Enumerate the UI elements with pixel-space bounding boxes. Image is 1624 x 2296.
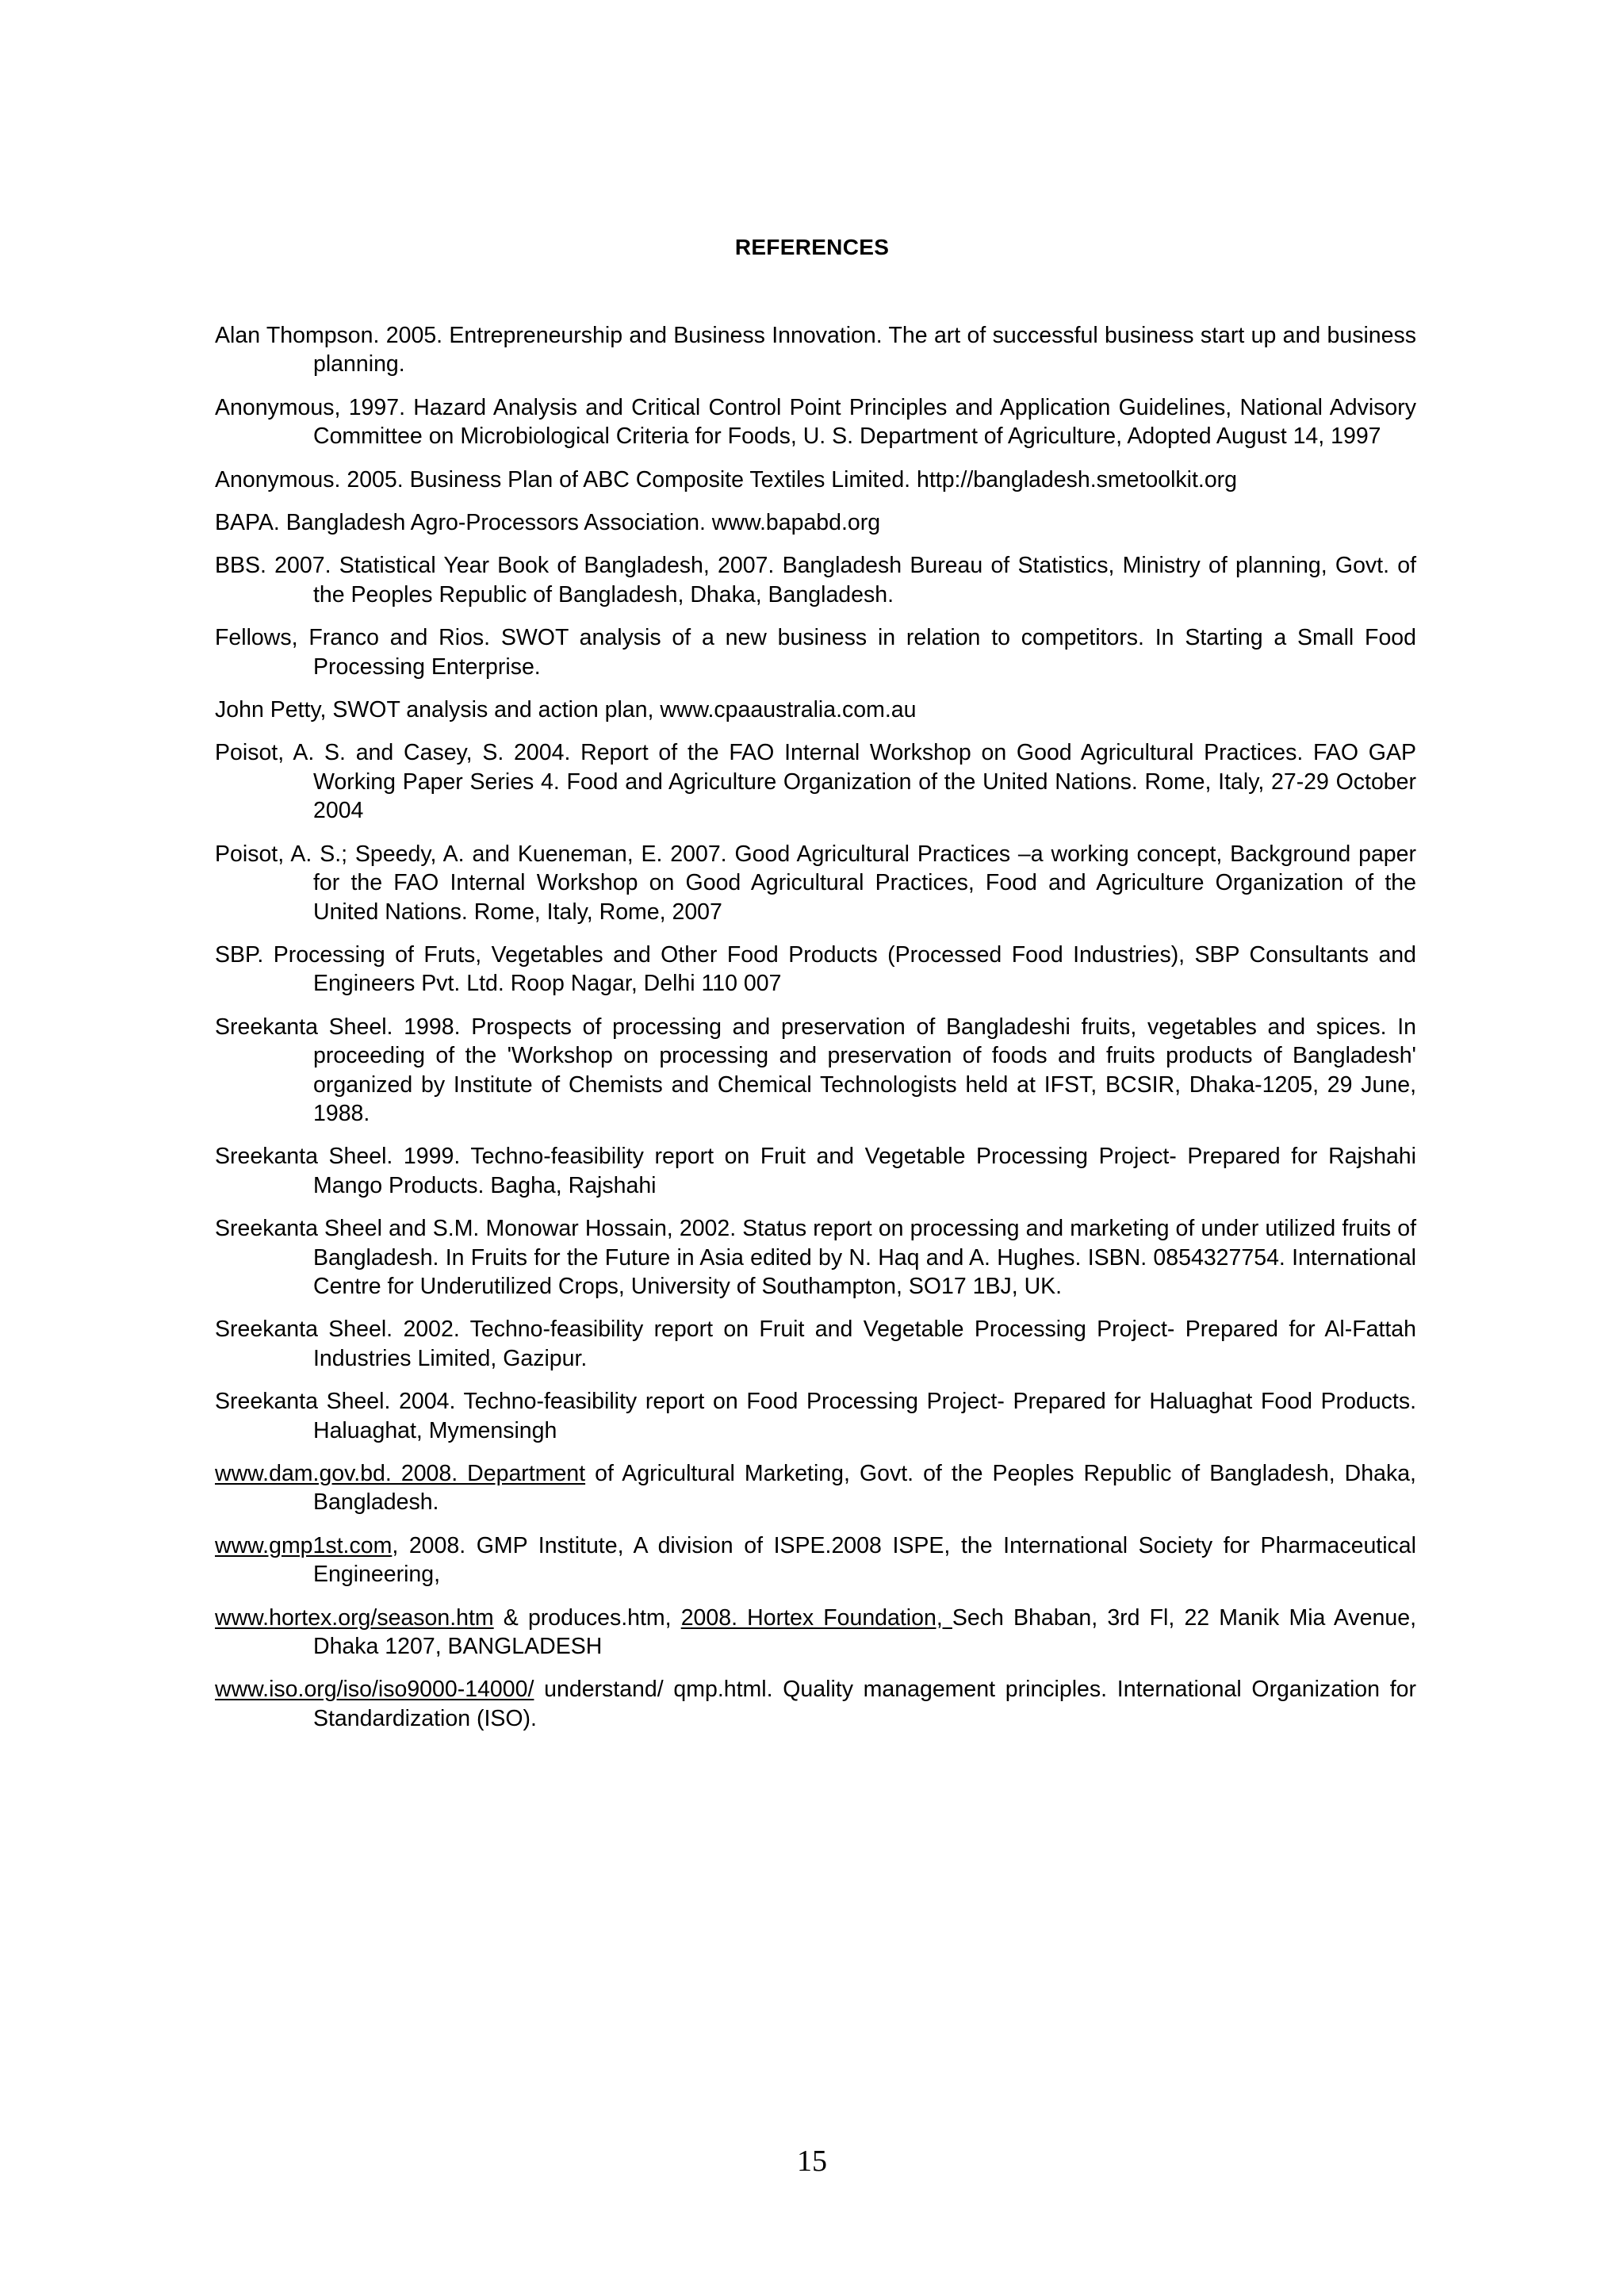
reference-item — [215, 623, 1416, 681]
reference-item — [215, 1315, 1416, 1373]
reference-item — [215, 466, 1416, 494]
reference-item — [215, 1387, 1416, 1445]
reference-item — [215, 1675, 1416, 1733]
reference-item — [215, 1142, 1416, 1200]
reference-item — [215, 1214, 1416, 1301]
reference-item — [215, 1013, 1416, 1129]
reference-item — [215, 393, 1416, 451]
reference-text: Sreekanta Sheel. 1999. Techno-feasibility report on Fruit and Vegetable Processing Project- Prepared for Rajshahi Mango Products. Bagha, Rajshahi — [215, 1144, 1416, 1198]
reference-text: Sreekanta Sheel. 2004. Techno-feasibility report on Food Processing Project- Prepared for Haluaghat Food Products. Haluaghat, Mymensingh — [215, 1389, 1416, 1443]
reference-text: BBS. 2007. Statistical Year Book of Bangladesh, 2007. Bangladesh Bureau of Statistics, Ministry of planning, Govt. of the Peoples Republic of Bangladesh, Dhaka, Bangladesh. — [215, 553, 1416, 608]
reference-item — [215, 941, 1416, 999]
reference-link[interactable]: www.iso.org/iso/iso9000-14000/ — [215, 1677, 534, 1703]
reference-text: John Petty, SWOT analysis and action plan, www.cpaaustralia.com.au — [215, 697, 917, 723]
reference-text: Alan Thompson. 2005. Entrepreneurship and Business Innovation. The art of successful business start up and business planning. — [215, 323, 1416, 378]
reference-text: Poisot, A. S.; Speedy, A. and Kueneman, E. 2007. Good Agricultural Practices –a working concept, Background paper for the FAO Internal Workshop on Good Agricultural Practices, Food and Agriculture Organization of the United Nations. Rome, Italy, Rome, 2007 — [215, 841, 1416, 925]
reference-text: , 2008. GMP Institute, A division of ISPE.2008 ISPE, the International Society for Pharmaceutical Engineering, — [313, 1532, 1416, 1588]
page-title: REFERENCES — [734, 235, 890, 259]
reference-text: Sech Bhaban, 3rd Fl, 22 Manik Mia Avenue, Dhaka 1207, BANGLADESH — [313, 1604, 1417, 1660]
reference-text: & produces.htm, — [493, 1604, 681, 1631]
reference-text: Anonymous, 1997. Hazard Analysis and Critical Control Point Principles and Application Guidelines, National Advisory Committee on Microbiological Criteria for Foods, U. S. Department of Agriculture, Adopted August 14, 1997 — [215, 394, 1416, 450]
reference-link[interactable]: www.dam.gov.bd. 2008. Department — [215, 1461, 586, 1486]
reference-text: Sreekanta Sheel. 1998. Prospects of processing and preservation of Bangladeshi fruits, vegetables and spices. In proceeding of the 'Workshop on processing and preservation of foods and fruits products of Bangladesh' organized by Institute of Chemists and Chemical Technologists held at IFST, BCSIR, Dhaka-1205, 29 June, 1988. — [215, 1014, 1416, 1126]
reference-item — [215, 551, 1416, 609]
reference-text: SBP. Processing of Fruts, Vegetables and Other Food Products (Processed Food Industries), SBP Consultants and Engineers Pvt. Ltd. Roop Nagar, Delhi 110 007 — [215, 941, 1416, 997]
page-number: 15 — [797, 2145, 827, 2178]
reference-item — [215, 1531, 1416, 1589]
reference-text: Fellows, Franco and Rios. SWOT analysis of a new business in relation to competitors. In Starting a Small Food Processing Enterprise. — [215, 625, 1416, 680]
reference-text: Anonymous. 2005. Business Plan of ABC Composite Textiles Limited. http://bangladesh.smetoolkit.org — [215, 466, 1238, 493]
reference-list — [215, 321, 1416, 1747]
reference-text: Poisot, A. S. and Casey, S. 2004. Report of the FAO Internal Workshop on Good Agricultural Practices. FAO GAP Working Paper Series 4. Food and Agriculture Organization of the United Nations. Rome, Italy, 27-29 October 2004 — [215, 740, 1416, 824]
reference-text: understand/ qmp.html. Quality management principles. International Organization for Standardization (ISO). — [313, 1677, 1416, 1731]
reference-text: of Agricultural Marketing, Govt. of the Peoples Republic of Bangladesh, Dhaka, Bangladesh. — [313, 1461, 1416, 1516]
reference-item — [215, 321, 1416, 379]
reference-item — [215, 738, 1416, 825]
reference-item — [215, 1604, 1416, 1662]
reference-link[interactable]: www.hortex.org/season.htm — [215, 1604, 494, 1631]
reference-text: Sreekanta Sheel and S.M. Monowar Hossain, 2002. Status report on processing and marketing of under utilized fruits of Bangladesh. In Fruits for the Future in Asia edited by N. Haq and A. Hughes. ISBN. 0854327754. International Centre for Underutilized Crops, University of Southampton, SO17 1BJ, UK. — [215, 1216, 1416, 1299]
reference-text: Sreekanta Sheel. 2002. Techno-feasibility report on Fruit and Vegetable Processing Project- Prepared for Al-Fattah Industries Limited, Gazipur. — [215, 1317, 1416, 1371]
reference-item — [215, 840, 1416, 926]
reference-text: BAPA. Bangladesh Agro-Processors Association. www.bapabd.org — [215, 510, 881, 536]
reference-link[interactable]: www.gmp1st.com — [215, 1532, 393, 1558]
reference-item — [215, 696, 1416, 724]
reference-item — [215, 508, 1416, 537]
reference-item — [215, 1459, 1416, 1517]
reference-link[interactable]: 2008. Hortex Foundation, — [680, 1604, 952, 1631]
